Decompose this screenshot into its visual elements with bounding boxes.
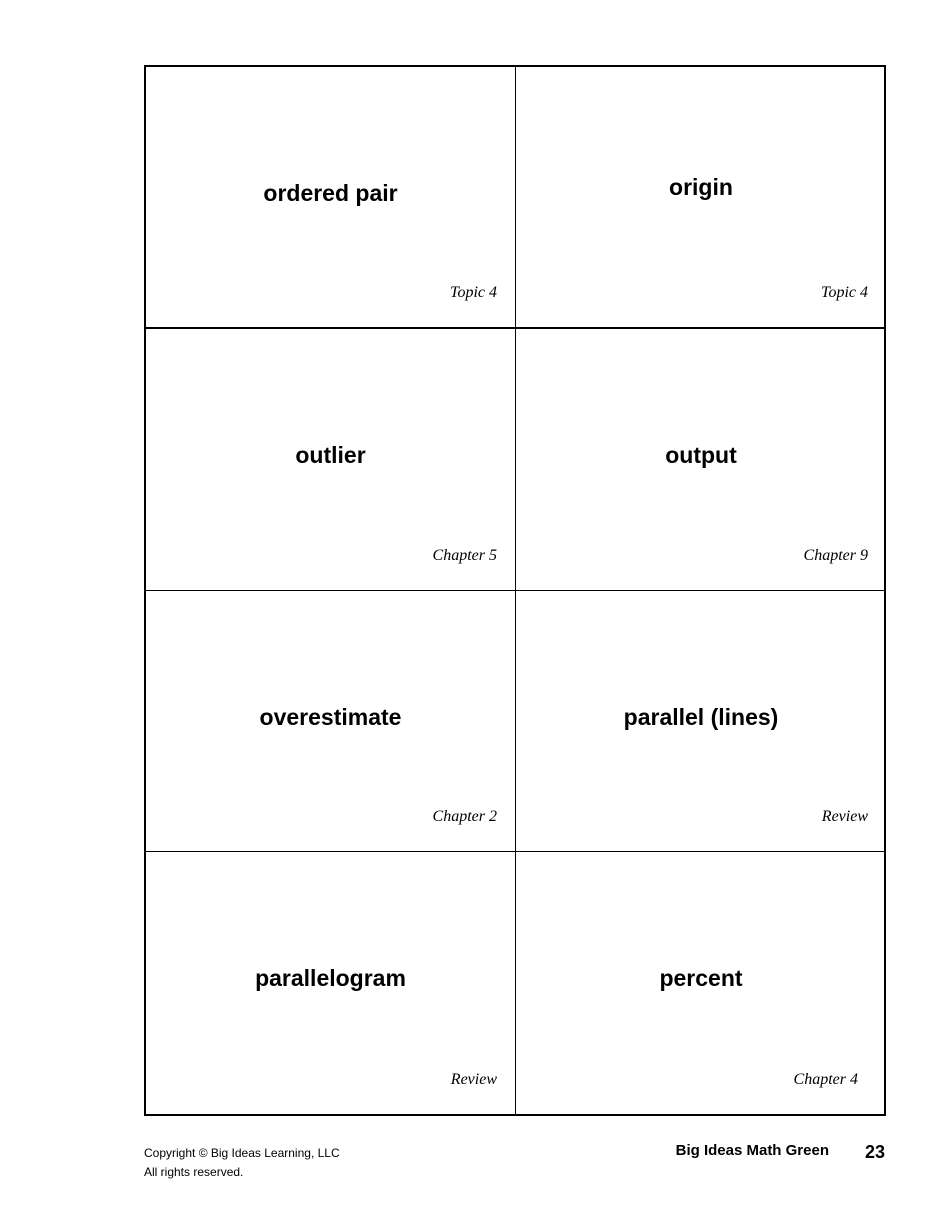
- flash-card: [146, 852, 516, 1114]
- flash-card-grid: [144, 65, 886, 1116]
- flash-card: [516, 329, 886, 591]
- flash-card: [146, 67, 516, 329]
- flash-card: [146, 329, 516, 591]
- card-term: percent: [659, 965, 743, 992]
- card-reference: Chapter 5: [432, 546, 497, 564]
- card-term: parallelogram: [255, 965, 406, 992]
- card-reference: Chapter 2: [432, 808, 497, 826]
- card-reference: Review: [821, 808, 868, 826]
- card-term: output: [665, 441, 737, 468]
- flash-card: [516, 591, 886, 853]
- card-reference: Chapter 4: [793, 1071, 858, 1088]
- card-term: outlier: [295, 441, 366, 468]
- page-number: 23: [864, 1142, 885, 1162]
- copyright-notice: [144, 1144, 340, 1182]
- flash-card: [516, 67, 886, 329]
- card-reference: Topic 4: [450, 283, 497, 301]
- card-reference: Topic 4: [821, 283, 868, 301]
- card-term: overestimate: [259, 703, 402, 730]
- rights-line: All rights reserved.: [144, 1165, 244, 1179]
- book-title: Big Ideas Math Green: [675, 1142, 829, 1159]
- flash-card: [146, 591, 516, 853]
- copyright-line: Copyright © Big Ideas Learning, LLC: [144, 1146, 340, 1160]
- card-term: ordered pair: [263, 180, 398, 206]
- card-reference: Review: [450, 1071, 497, 1088]
- flash-card: [516, 852, 886, 1114]
- card-term: origin: [669, 174, 733, 200]
- card-term: parallel (lines): [623, 703, 779, 730]
- card-reference: Chapter 9: [803, 546, 868, 564]
